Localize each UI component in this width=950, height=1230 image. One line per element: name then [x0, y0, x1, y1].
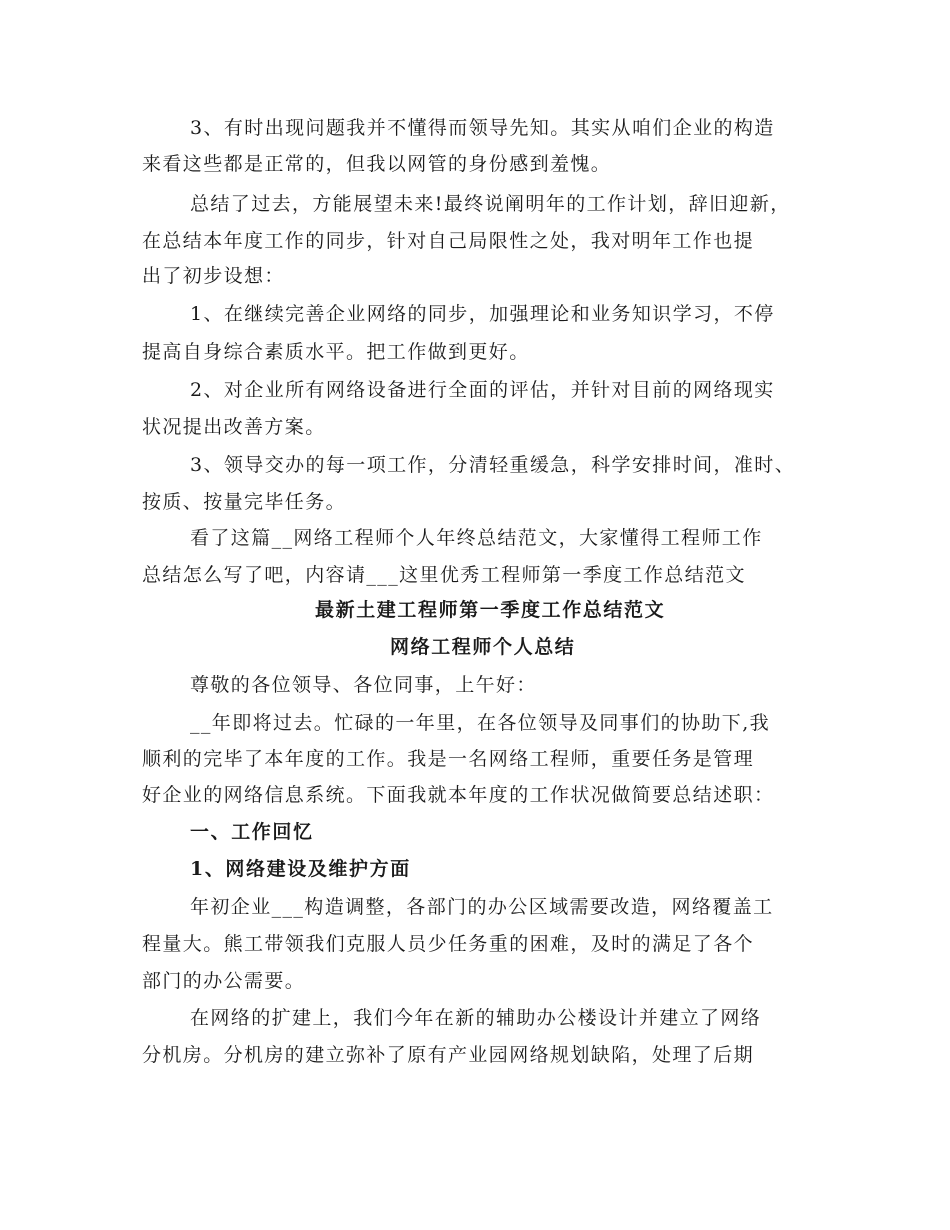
heading: 一、工作回忆 [190, 821, 314, 843]
paragraph-line: 在网络的扩建上，我们今年在新的辅助办公楼设计并建立了网络 [190, 1007, 762, 1029]
paragraph-line: 按质、按量完毕任务。 [142, 491, 347, 513]
paragraph-line: 出了初步设想： [142, 265, 285, 287]
paragraph-line: 程量大。熊工带领我们克服人员少任务重的困难，及时的满足了各个 [142, 933, 755, 955]
paragraph-line: 总结了过去，方能展望未来!最终说阐明年的工作计划，辞旧迎新， [190, 193, 791, 215]
paragraph-line: 好企业的网络信息系统。下面我就本年度的工作状况做简要总结述职： [142, 784, 775, 806]
paragraph-line: 年初企业___构造调整，各部门的办公区域需要改造，网络覆盖工 [190, 896, 774, 918]
paragraph-line: __年即将过去。忙碌的一年里，在各位领导及同事们的协助下,我 [190, 712, 771, 734]
section-title: 最新土建工程师第一季度工作总结范文 [315, 599, 666, 621]
paragraph-line: 2、对企业所有网络设备进行全面的评估，并针对目前的网络现实 [190, 379, 775, 401]
paragraph-line: 来看这些都是正常的，但我以网管的身份感到羞愧。 [142, 153, 612, 175]
salutation: 尊敬的各位领导、各位同事，上午好： [190, 674, 537, 696]
paragraph-line: 状况提出改善方案。 [142, 416, 326, 438]
paragraph-line: 1、在继续完善企业网络的同步，加强理论和业务知识学习，不停 [190, 303, 775, 325]
paragraph-line: 在总结本年度工作的同步，针对自己局限性之处，我对明年工作也提 [142, 230, 755, 252]
paragraph-line: 顺利的完毕了本年度的工作。我是一名网络工程师，重要任务是管理 [142, 748, 755, 770]
paragraph-line: 3、有时出现问题我并不懂得而领导先知。其实从咱们企业的构造 [190, 117, 775, 139]
subheading: 1、网络建设及维护方面 [190, 858, 411, 880]
paragraph-line: 看了这篇__网络工程师个人年终总结范文，大家懂得工程师工作 [190, 527, 763, 549]
paragraph-line: 分机房。分机房的建立弥补了原有产业园网络规划缺陷，处理了后期 [142, 1044, 755, 1066]
paragraph-line: 提高自身综合素质水平。把工作做到更好。 [142, 341, 530, 363]
section-title: 网络工程师个人总结 [390, 636, 576, 658]
paragraph-line: 部门的办公需要。 [142, 970, 306, 992]
paragraph-line: 3、领导交办的每一项工作，分清轻重缓急，科学安排时间，准时、 [190, 454, 796, 476]
paragraph-line: 总结怎么写了吧，内容请___这里优秀工程师第一季度工作总结范文 [142, 564, 746, 586]
